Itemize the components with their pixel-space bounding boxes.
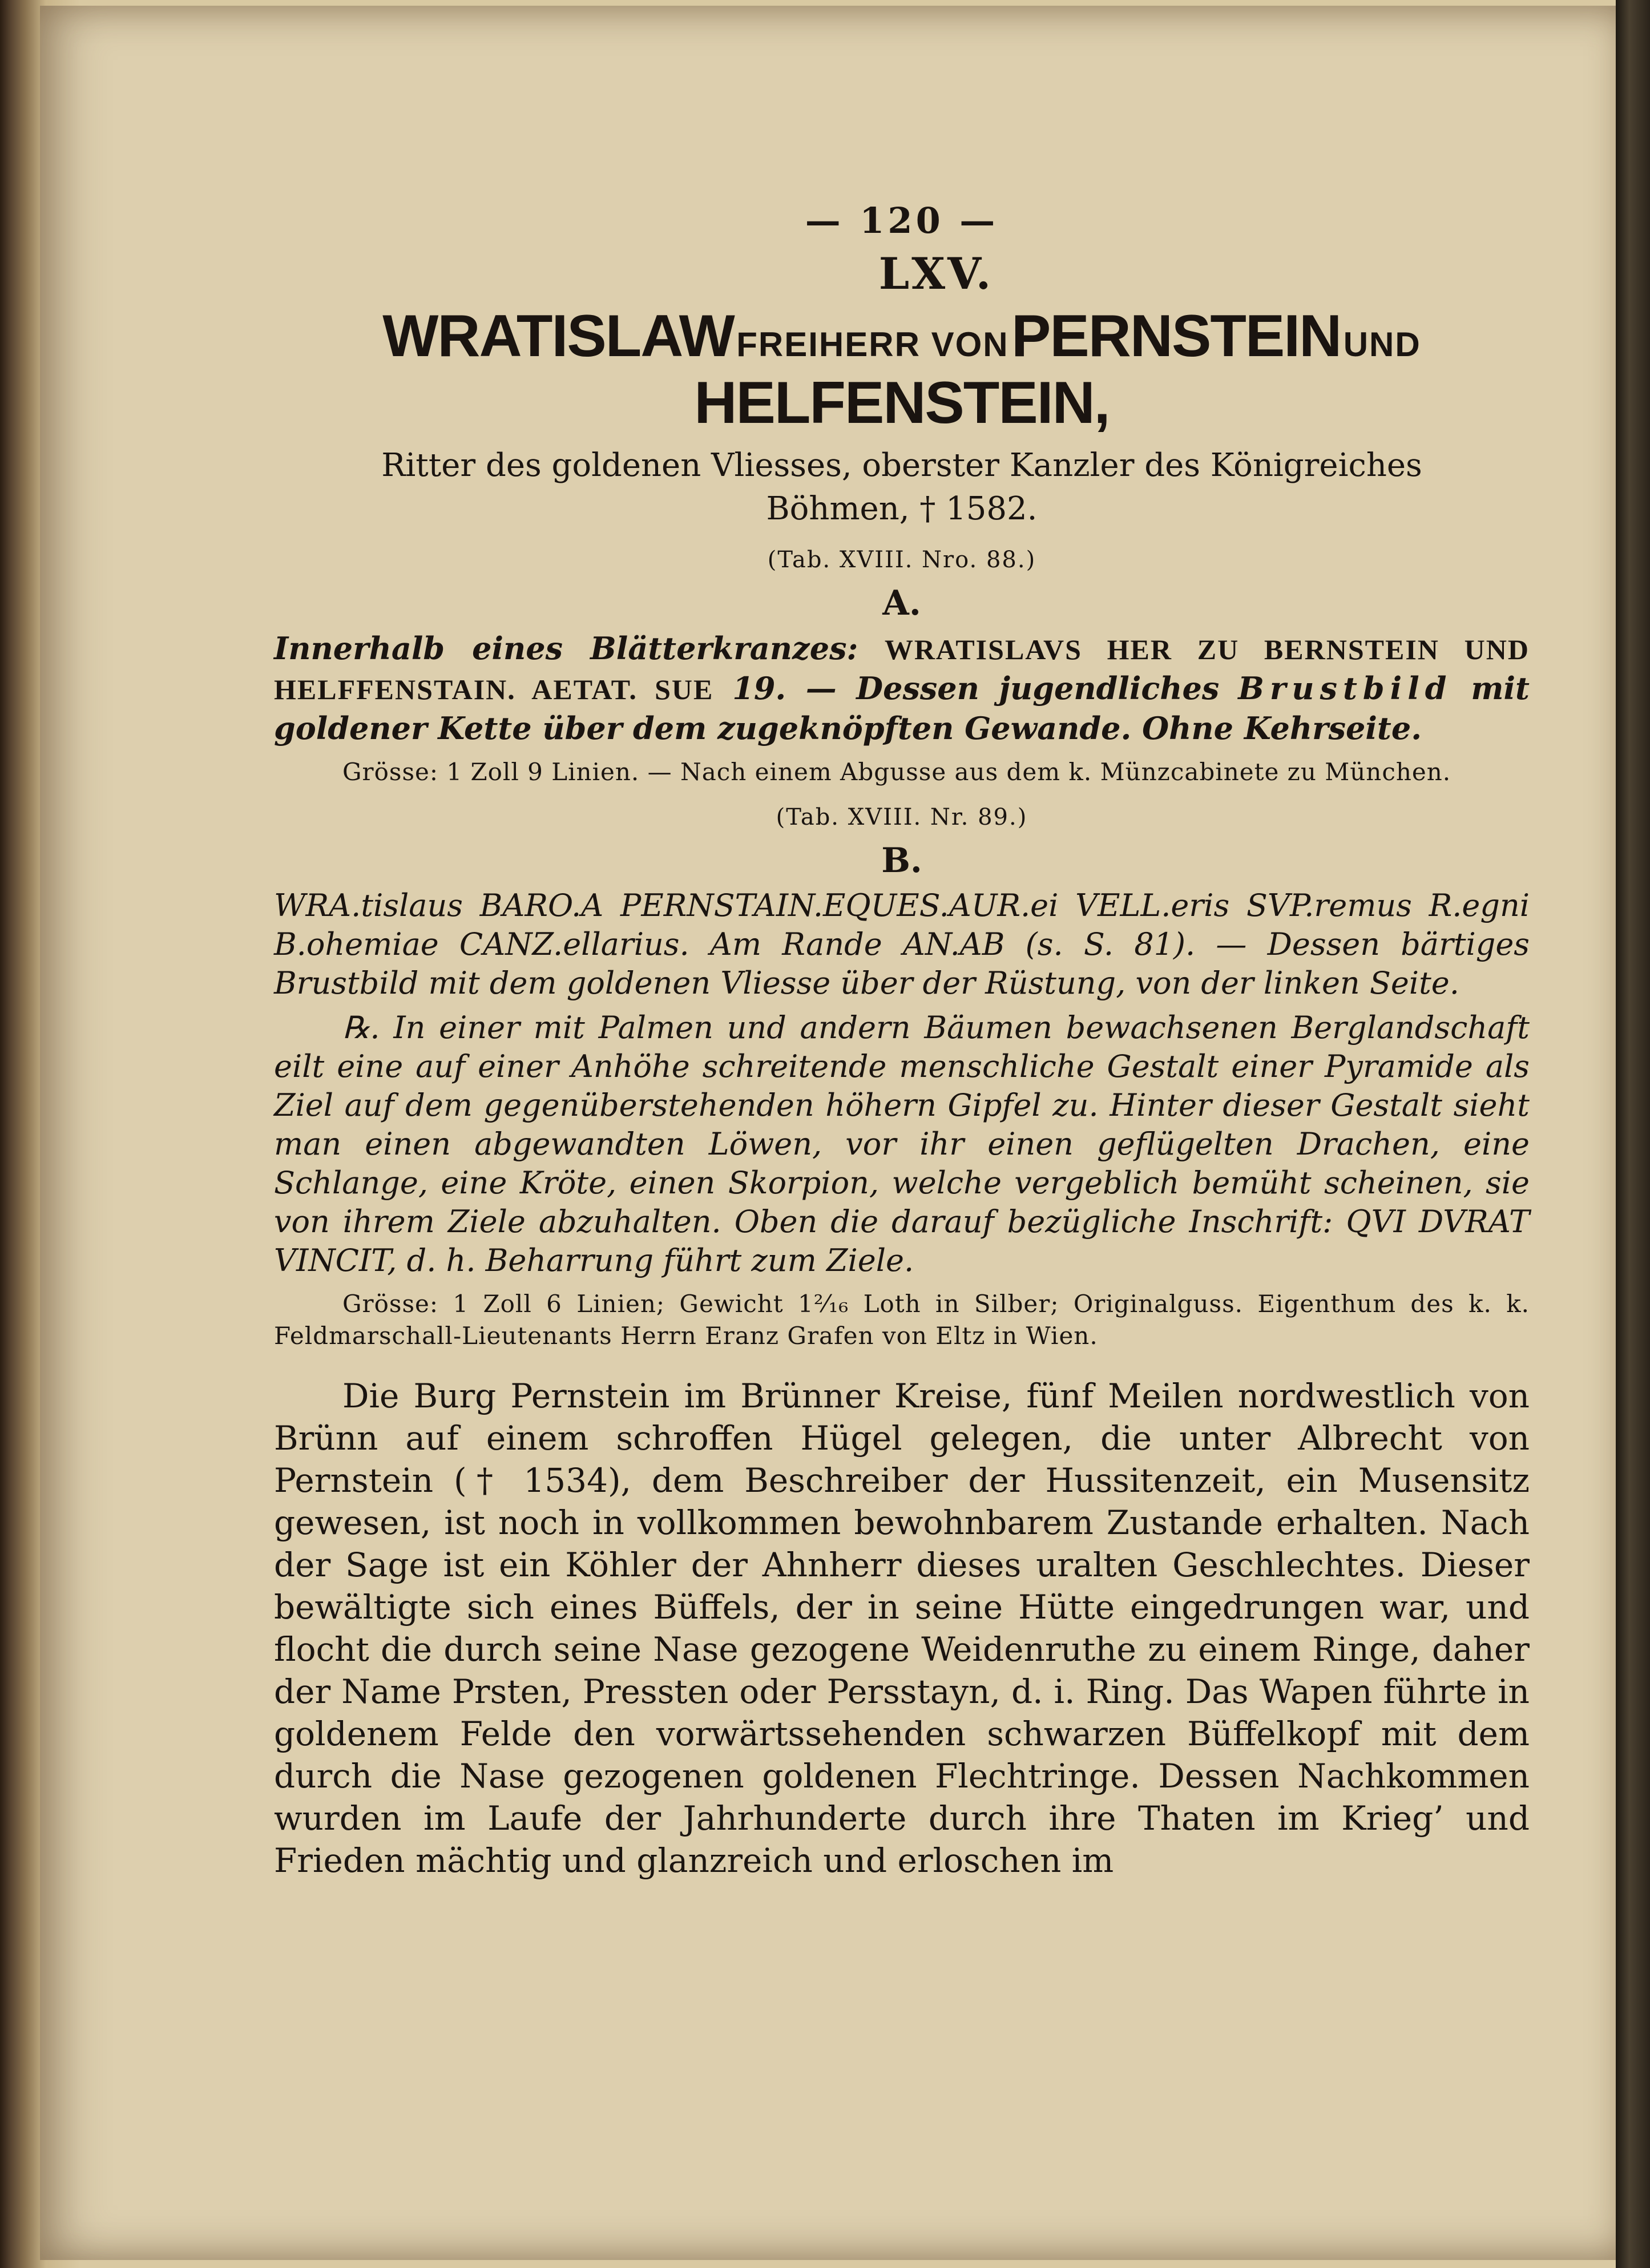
subtitle-line-2: Böhmen, † 1582.: [766, 490, 1038, 527]
coin-a-size: Grösse: 1 Zoll 9 Linien. — Nach einem Abgusse aus dem k. Münzcabinete zu München.: [342, 758, 1451, 786]
subtitle: [274, 444, 1530, 531]
heading-conjunction: UND: [1343, 325, 1421, 364]
heading-line-2: HELFENSTEIN,: [694, 370, 1110, 436]
page-number: — 120 —: [805, 200, 999, 241]
page-content: [274, 200, 1530, 1882]
coin-b-size: Grösse: 1 Zoll 6 Linien; Gewicht 1²⁄₁₆ Loth in Silber; Originalguss. Eigenthum des k. k. Feldmarschall-Lieutenants Herrn Eranz Grafen von Eltz in Wien.: [274, 1290, 1530, 1350]
coin-a-intro: Innerhalb eines Blätterkranzes:: [274, 630, 858, 667]
heading-family: PERNSTEIN: [1011, 303, 1341, 369]
coin-a-text-2: 19. — Dessen jugendliches: [732, 670, 1220, 707]
coin-b-obverse: WRA.tislaus BARO.A PERNSTAIN.EQUES.AUR.ei VELL.eris SVP.remus R.egni B.ohemiae CANZ.ellarius. Am Rande AN.AB (s. S. 81). — Dessen bärtiges Brustbild mit dem goldenen Vliesse über der Rüstung, von der linken Seite.: [274, 887, 1530, 1001]
coin-b-reverse: ℞. In einer mit Palmen und andern Bäumen bewachsenen Berglandschaft eilt eine auf einer Anhöhe schreitende menschliche Gestalt einer Pyramide als Ziel auf dem gegenüberstehenden höhern Gipfel zu. Hinter dieser Gestalt sieht man einen abgewandten Löwen, vor ihr einen geflügelten Drachen, eine Schlange, eine Kröte, einen Skorpion, welche vergeblich bemüht scheinen, sie von ihrem Ziele abzuhalten. Oben die darauf bezügliche Inschrift: QVI DVRAT VINCIT, d. h. Beharrung führt zum Ziele.: [274, 1010, 1530, 1278]
coin-a-text-3: mit goldener Kette über dem zugeknöpften Gewande. Ohne Kehrseite.: [274, 670, 1530, 746]
coin-a-spaced: Brustbild: [1238, 670, 1453, 707]
section-number: LXV.: [878, 248, 994, 299]
body-paragraph: Die Burg Pernstein im Brünner Kreise, fünf Meilen nordwestlich von Brünn auf einem schroffen Hügel gelegen, die unter Albrecht von Pernstein († 1534), dem Beschreiber der Hussitenzeit, ein Musensitz gewesen, ist noch in vollkommen bewohnbarem Zustande erhalten. Nach der Sage ist ein Köhler der Ahnherr dieses uralten Geschlechtes. Dieser bewältigte sich eines Büffels, der in seine Hütte eingedrungen war, und flocht die durch seine Nase gezogene Weidenruthe zu einem Ringe, daher der Name Prsten, Pressten oder Persstayn, d. i. Ring. Das Wapen führte in goldenem Felde den vorwärtssehenden schwarzen Büffelkopf mit dem durch die Nase gezogenen goldenen Flechtringe. Dessen Nachkommen wurden im Laufe der Jahrhunderte durch ihre Thaten im Krieg’ und Frieden mächtig und glanzreich und erloschen im: [274, 1377, 1530, 1880]
heading-line-1: [274, 302, 1530, 370]
coin-b-letter: B.: [881, 841, 922, 881]
page-edge-shadow: [1616, 0, 1650, 2268]
coin-a-reference: (Tab. XVIII. Nro. 88.): [767, 547, 1036, 573]
heading-name: WRATISLAW: [382, 303, 734, 369]
coin-a-description: [274, 629, 1530, 748]
subtitle-line-1: Ritter des goldenen Vliesses, oberster Kanzler des Königreiches: [381, 447, 1422, 484]
coin-a-letter: A.: [882, 583, 921, 623]
coin-a-inscription: WRATISLAVS HER ZU BERNSTEIN UND HELFFENSTAIN. AETAT. SUE: [274, 633, 1530, 705]
heading-title: FREIHERR VON: [736, 325, 1009, 364]
coin-b-reference: (Tab. XVIII. Nr. 89.): [776, 804, 1028, 830]
